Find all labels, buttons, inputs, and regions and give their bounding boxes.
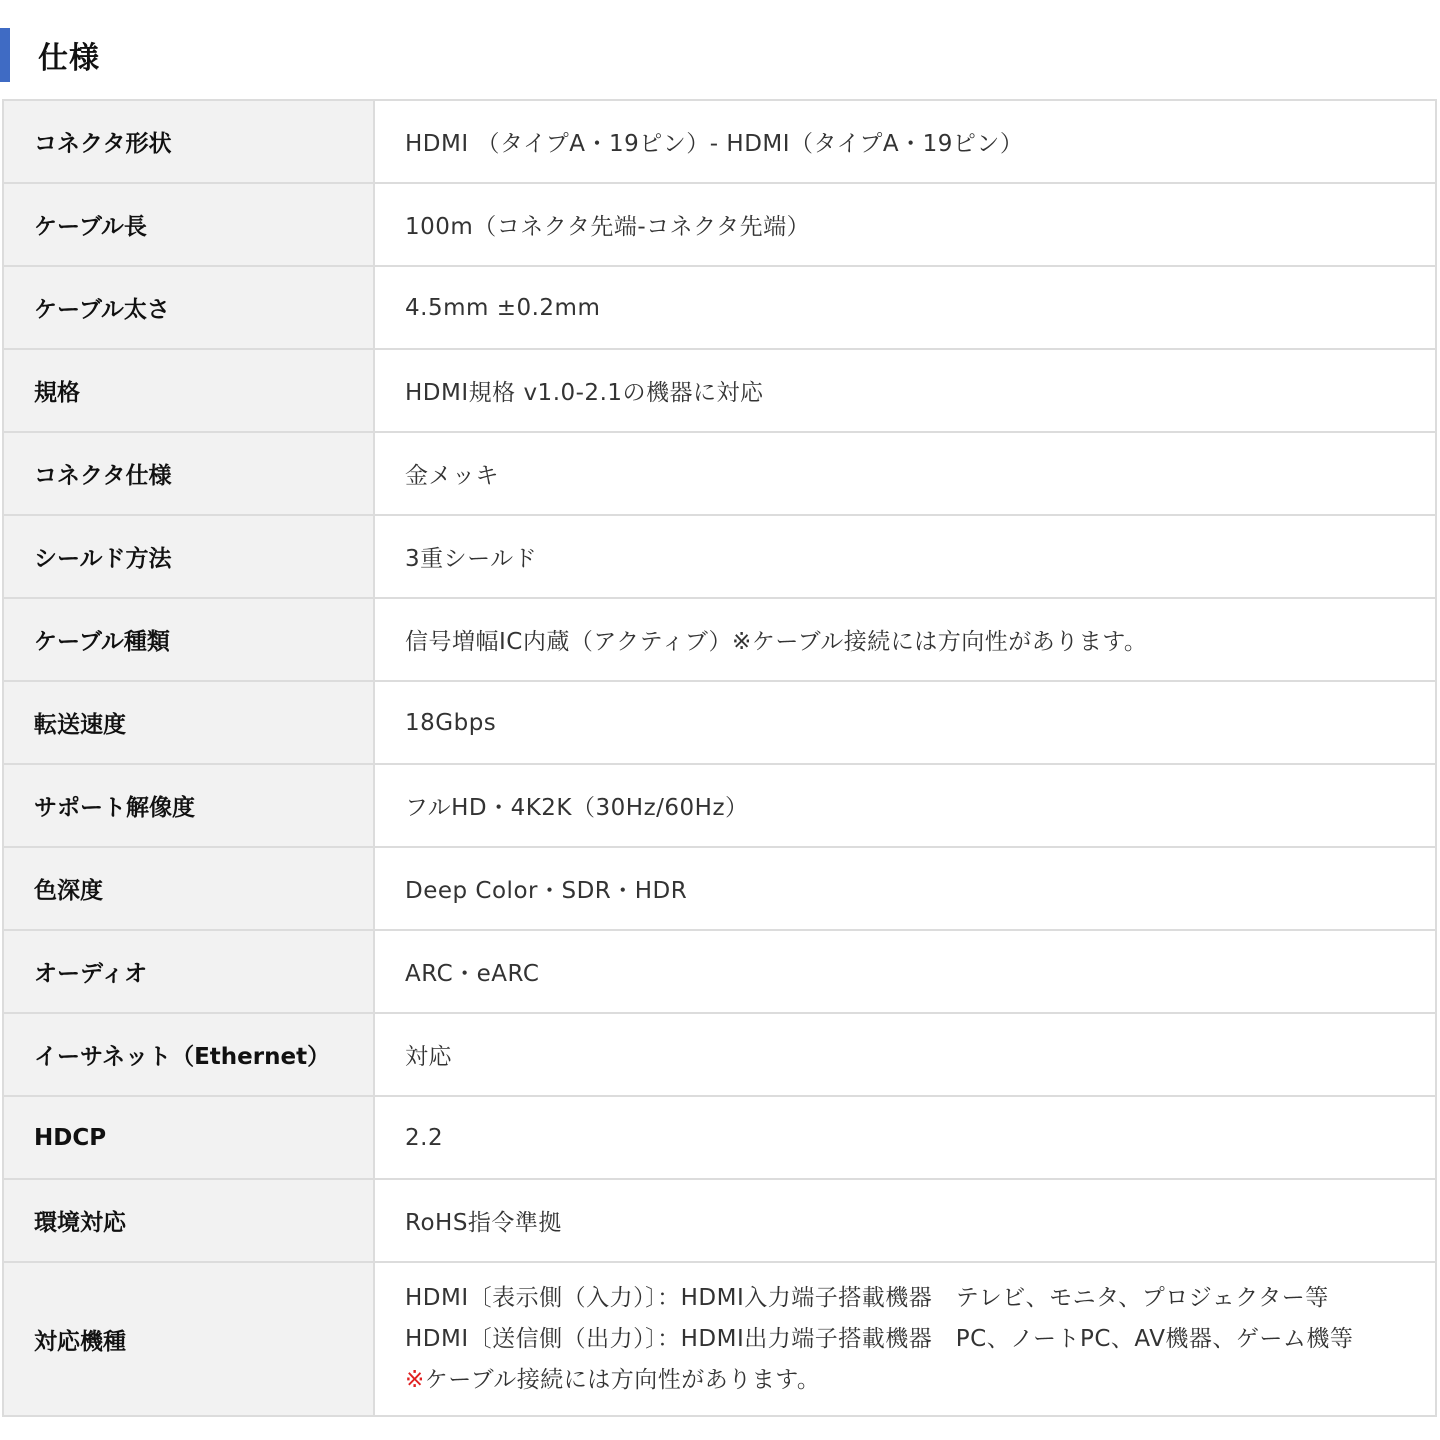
spec-value: Deep Color・SDR・HDR [374, 847, 1436, 930]
spec-label: オーディオ [3, 930, 374, 1013]
spec-label: シールド方法 [3, 515, 374, 598]
compat-input-line: HDMI〔表示側（入力）〕：HDMI入力端子搭載機器 テレビ、モニタ、プロジェクター等 [405, 1284, 1329, 1311]
table-row [3, 598, 1436, 681]
table-row [3, 266, 1436, 349]
spec-value: 18Gbps [374, 681, 1436, 764]
spec-label: 色深度 [3, 847, 374, 930]
spec-label: HDCP [3, 1096, 374, 1179]
spec-label: 規格 [3, 349, 374, 432]
spec-label: イーサネット（Ethernet） [3, 1013, 374, 1096]
table-row [3, 847, 1436, 930]
spec-value: RoHS指令準拠 [374, 1179, 1436, 1262]
spec-value: 4.5mm ±0.2mm [374, 266, 1436, 349]
section-title: 仕様 [38, 41, 100, 76]
spec-value-compat [374, 1262, 1436, 1416]
compat-output-line: HDMI〔送信側（出力）〕：HDMI出力端子搭載機器 PC、ノートPC、AV機器、ゲーム機等 [405, 1325, 1354, 1352]
table-row [3, 515, 1436, 598]
spec-label: ケーブル太さ [3, 266, 374, 349]
table-row-compat [3, 1262, 1436, 1416]
section-heading [0, 28, 100, 82]
spec-label: コネクタ形状 [3, 100, 374, 183]
table-row [3, 764, 1436, 847]
spec-label: ケーブル種類 [3, 598, 374, 681]
table-row [3, 930, 1436, 1013]
spec-table [2, 99, 1437, 1417]
spec-value: ARC・eARC [374, 930, 1436, 1013]
table-row [3, 1096, 1436, 1179]
heading-accent-bar [0, 28, 10, 82]
spec-value: HDMI （タイプA・19ピン）- HDMI（タイプA・19ピン） [374, 100, 1436, 183]
spec-value: 信号増幅IC内蔵（アクティブ）※ケーブル接続には方向性があります。 [374, 598, 1436, 681]
table-row [3, 681, 1436, 764]
spec-label: サポート解像度 [3, 764, 374, 847]
note-mark: ※ [405, 1366, 425, 1393]
spec-label: コネクタ仕様 [3, 432, 374, 515]
table-row [3, 100, 1436, 183]
table-row [3, 432, 1436, 515]
table-row [3, 349, 1436, 432]
note-text: ケーブル接続には方向性があります。 [424, 1366, 821, 1393]
spec-label: 対応機種 [3, 1262, 374, 1416]
spec-value: 100m（コネクタ先端-コネクタ先端） [374, 183, 1436, 266]
spec-value: 2.2 [374, 1096, 1436, 1179]
spec-value: 3重シールド [374, 515, 1436, 598]
spec-label: ケーブル長 [3, 183, 374, 266]
spec-value: フルHD・4K2K（30Hz/60Hz） [374, 764, 1436, 847]
table-row [3, 1013, 1436, 1096]
table-row [3, 183, 1436, 266]
table-row [3, 1179, 1436, 1262]
compat-note [405, 1360, 1435, 1401]
spec-value: 対応 [374, 1013, 1436, 1096]
spec-value: HDMI規格 v1.0-2.1の機器に対応 [374, 349, 1436, 432]
spec-label: 環境対応 [3, 1179, 374, 1262]
spec-label: 転送速度 [3, 681, 374, 764]
spec-value: 金メッキ [374, 432, 1436, 515]
